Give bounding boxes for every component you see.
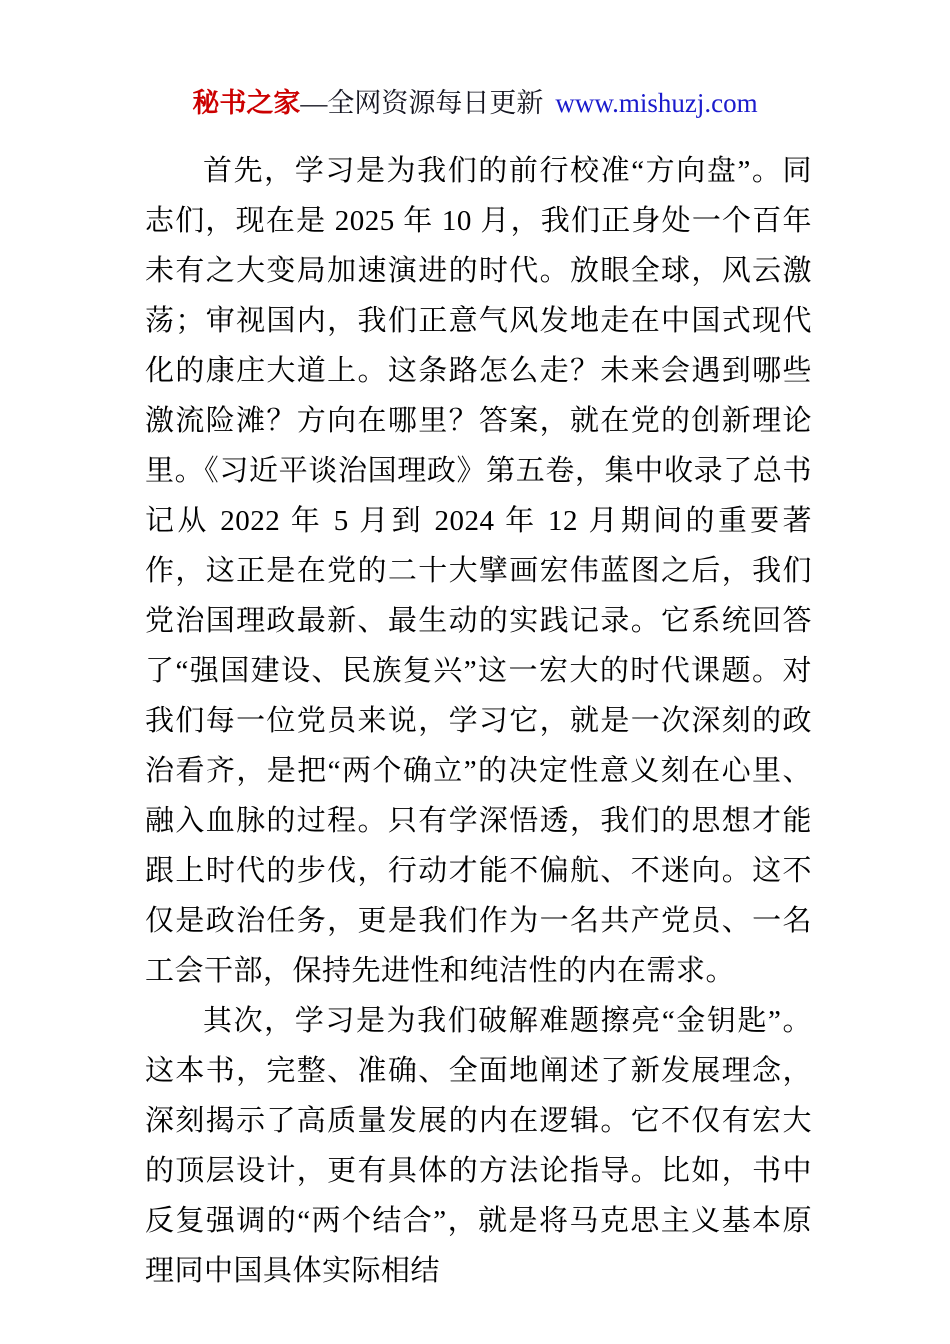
- header-tagline: —全网资源每日更新: [300, 88, 544, 118]
- page-header: [0, 0, 950, 120]
- paragraph-1: 首先，学习是为我们的前行校准“方向盘”。同志们，现在是 2025 年 10 月，我们正身处一个百年未有之大变局加速演进的时代。放眼全球，风云激荡；审视国内，我们正意气风发地走在中国式现代化的康庄大道上。这条路怎么走？未来会遇到哪些激流险滩？方向在哪里？答案，就在党的创新理论里。《习近平谈治国理政》第五卷，集中收录了总书记从 2022 年 5 月到 2024 年 12 月期间的重要著作，这正是在党的二十大擘画宏伟蓝图之后，我们党治国理政最新、最生动的实践记录。它系统回答了“强国建设、民族复兴”这一宏大的时代课题。对我们每一位党员来说，学习它，就是一次深刻的政治看齐，是把“两个确立”的决定性意义刻在心里、融入血脉的过程。只有学深悟透，我们的思想才能跟上时代的步伐，行动才能不偏航、不迷向。这不仅是政治任务，更是我们作为一名共产党员、一名工会干部，保持先进性和纯洁性的内在需求。: [145, 155, 812, 987]
- site-url-link[interactable]: www.mishuzj.com: [555, 88, 758, 118]
- document-body: [0, 146, 950, 1296]
- paragraph-2: 其次，学习是为我们破解难题擦亮“金钥匙”。这本书，完整、准确、全面地阐述了新发展理念，深刻揭示了高质量发展的内在逻辑。它不仅有宏大的顶层设计，更有具体的方法论指导。比如，书中反复强调的“两个结合”，就是将马克思主义基本原理同中国具体实际相结: [145, 1005, 812, 1287]
- site-name: 秘书之家: [192, 88, 301, 118]
